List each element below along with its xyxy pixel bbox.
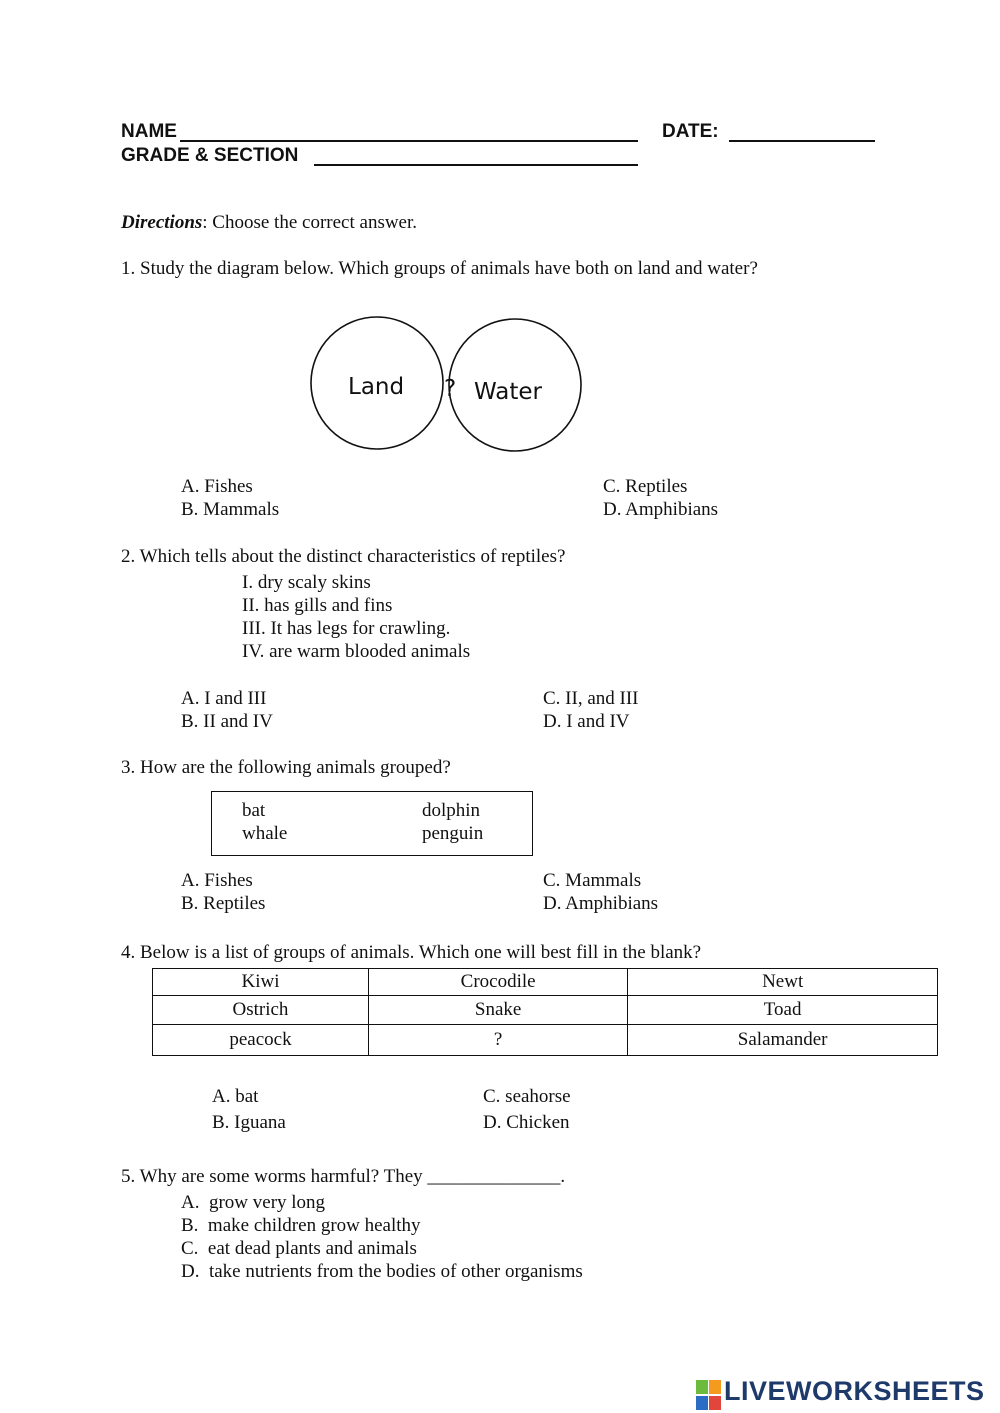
q3-option-b[interactable]: B. Reptiles	[181, 893, 266, 914]
table-cell: Toad	[628, 996, 938, 1025]
q2-statement-2: II. has gills and fins	[242, 595, 393, 616]
question-3-text: 3. How are the following animals grouped?	[121, 757, 451, 778]
directions-label: Directions	[121, 212, 203, 233]
venn-center-label: ?	[444, 376, 457, 402]
table-cell: Kiwi	[153, 969, 369, 996]
q2-option-b[interactable]: B. II and IV	[181, 711, 273, 732]
table-row	[153, 1025, 938, 1056]
animal-penguin: penguin	[422, 823, 484, 844]
liveworksheets-logo-icon	[696, 1378, 722, 1412]
q1-option-a[interactable]: A. Fishes	[181, 476, 253, 497]
table-cell: Salamander	[628, 1025, 938, 1056]
q1-option-c[interactable]: C. Reptiles	[603, 476, 688, 497]
date-field[interactable]	[729, 140, 875, 142]
brand-wordmark: LIVEWORKSHEETS	[724, 1376, 985, 1406]
question-4-text: 4. Below is a list of groups of animals. Which one will best fill in the blank?	[121, 942, 702, 963]
table-cell: Ostrich	[153, 996, 369, 1025]
grade-section-field[interactable]	[314, 164, 638, 166]
q5-option-b[interactable]: B. make children grow healthy	[181, 1215, 421, 1236]
name-field[interactable]	[180, 140, 638, 142]
name-label: NAME	[121, 121, 177, 142]
table-cell-blank: ?	[368, 1025, 627, 1056]
q2-statement-1: I. dry scaly skins	[242, 572, 371, 593]
q2-option-d[interactable]: D. I and IV	[543, 711, 630, 732]
grade-section-label: GRADE & SECTION	[121, 145, 299, 166]
animal-dolphin: dolphin	[422, 800, 481, 821]
q4-option-a[interactable]: A. bat	[212, 1086, 259, 1107]
animal-whale: whale	[242, 823, 288, 844]
q2-option-a[interactable]: A. I and III	[181, 688, 267, 709]
table-row	[153, 969, 938, 996]
table-cell: peacock	[153, 1025, 369, 1056]
directions-text: : Choose the correct answer.	[202, 212, 418, 233]
q3-option-a[interactable]: A. Fishes	[181, 870, 253, 891]
q1-option-d[interactable]: D. Amphibians	[603, 499, 719, 520]
q4-option-d[interactable]: D. Chicken	[483, 1112, 570, 1133]
q5-option-d[interactable]: D. take nutrients from the bodies of other organisms	[181, 1261, 583, 1282]
venn-water-label: Water	[474, 379, 542, 405]
directions	[121, 211, 417, 234]
q2-option-c[interactable]: C. II, and III	[543, 688, 639, 709]
q3-option-d[interactable]: D. Amphibians	[543, 893, 659, 914]
q2-statement-3: III. It has legs for crawling.	[242, 618, 451, 639]
q4-option-b[interactable]: B. Iguana	[212, 1112, 286, 1133]
q5-option-c[interactable]: C. eat dead plants and animals	[181, 1238, 417, 1259]
venn-land-label: Land	[348, 374, 405, 400]
date-label: DATE:	[662, 121, 719, 142]
animal-groups-table	[152, 968, 938, 1056]
table-cell: Snake	[368, 996, 627, 1025]
question-2-text: 2. Which tells about the distinct characteristics of reptiles?	[121, 546, 566, 567]
q1-option-b[interactable]: B. Mammals	[181, 499, 280, 520]
question-5-text: 5. Why are some worms harmful? They ______________.	[121, 1166, 566, 1187]
table-cell: Newt	[628, 969, 938, 996]
animal-bat: bat	[242, 800, 266, 821]
table-cell: Crocodile	[368, 969, 627, 996]
table-row	[153, 996, 938, 1025]
q5-option-a[interactable]: A. grow very long	[181, 1192, 326, 1213]
q3-option-c[interactable]: C. Mammals	[543, 870, 642, 891]
question-1-text: 1. Study the diagram below. Which groups of animals have both on land and water?	[121, 258, 758, 279]
q2-statement-4: IV. are warm blooded animals	[242, 641, 471, 662]
q4-option-c[interactable]: C. seahorse	[483, 1086, 571, 1107]
